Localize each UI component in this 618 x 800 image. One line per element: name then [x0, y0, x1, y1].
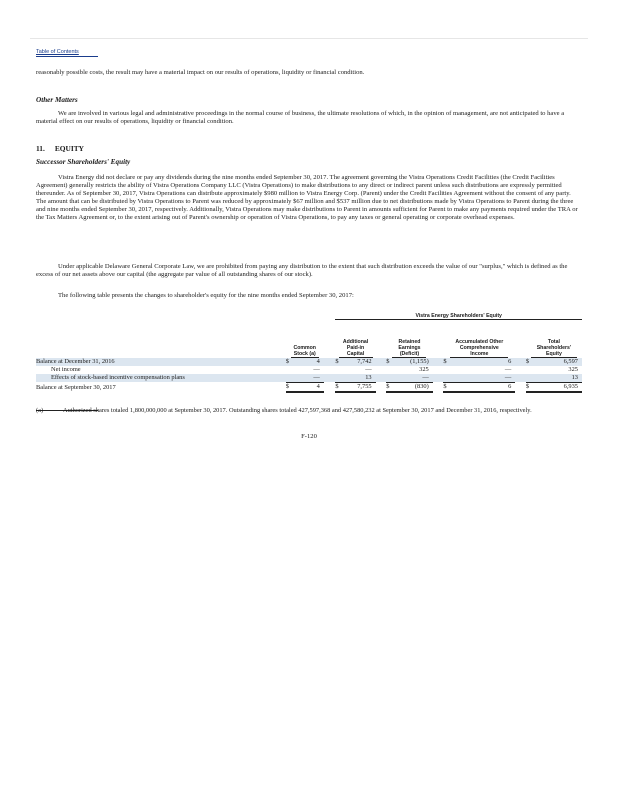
cell-retained-earnings: 325: [419, 365, 429, 373]
group-header: Vistra Energy Shareholders' Equity: [335, 311, 582, 320]
section-number: 11.: [36, 144, 45, 153]
currency-symbol: $: [443, 382, 449, 392]
currency-symbol: $: [286, 382, 292, 392]
col-header-apic: Additional Paid-in Capital: [339, 339, 373, 358]
cell-aoci: —: [450, 374, 516, 383]
currency-symbol: $: [335, 358, 341, 366]
table-row: [36, 382, 582, 392]
intro-fragment: reasonably possible costs, the result may have a material impact on our results of operations, liquidity or financial condition.: [36, 69, 365, 76]
successor-equity-heading: Successor Shareholders' Equity: [36, 158, 131, 166]
cell-aoci: 6: [450, 382, 516, 392]
currency-symbol: $: [443, 358, 449, 366]
cell-common-stock: —: [292, 374, 324, 383]
cell-common-stock: 4: [292, 382, 324, 392]
page-number: F-120: [301, 433, 317, 440]
table-of-contents-link[interactable]: Table of Contents: [36, 49, 79, 55]
cell-apic: —: [365, 365, 372, 373]
currency-symbol: $: [526, 382, 532, 392]
equity-paragraph-3: The following table presents the changes to shareholder's equity for the nine months ended September 30, 2017:: [58, 292, 354, 299]
table-row: [36, 374, 582, 383]
table-column-header-row: [36, 320, 582, 358]
cell-total-equity: 13: [532, 374, 582, 383]
row-label: Balance at September 30, 2017: [36, 383, 116, 391]
cell-aoci: —: [504, 365, 512, 373]
row-label: Net income: [51, 365, 81, 373]
row-label: Effects of stock-based incentive compensation plans: [36, 374, 286, 383]
equity-paragraph-1: Vistra Energy did not declare or pay any dividends during the nine months ended September 30, 2017. The agreement governing the Vistra Operations Credit Facilities (the Credit Facilities Agreement) generally restricts the ability of Vistra Operations Company LLC (Vistra Operations) to make distributions to any direct or indirect parent unless such distributions are expressly permitted thereunder. As of September 30, 2017, Vistra Operations can distribute approximately $980 million to Vistra Energy Corp. (Parent) under the Credit Facilities Agreement without the consent of any party. The amount that can be distributed by Vistra Operations to Parent was reduced by approximately $67 million and $537 million due to net distributions made by Vistra Operations to Parent during the three and nine months ended September 30, 2017, respectively. Additionally, Vistra Operations may make distributions to Parent in amounts sufficient for Parent to make any payments required under the TRA or the Tax Matters Agreement or, to the extent arising out of Parent's ownership or operation of Vistra Operations, to pay any taxes or general operating or corporate overhead expenses.: [36, 174, 578, 221]
currency-symbol: $: [526, 358, 532, 366]
cell-apic: 13: [342, 374, 376, 383]
cell-total-equity: 6,597: [532, 358, 582, 366]
equity-paragraph-2: Under applicable Delaware General Corporate Law, we are prohibited from paying any distribution to the extent that such distribution exceeds the value of our "surplus," which is defined as the excess of our net assets above our capital (the aggregate par value of all outstanding shares of our stock).: [36, 263, 568, 278]
col-header-aoci: Accumulated Other Comprehensive Income: [450, 339, 508, 358]
cell-retained-earnings: (1,155): [393, 358, 433, 366]
other-matters-text: We are involved in various legal and administrative proceedings in the normal course of business, the ultimate resolutions of which, in the opinion of management, are not anticipated to have a material effect on our results of operations, liquidity or financial condition.: [36, 110, 565, 125]
currency-symbol: $: [286, 358, 292, 366]
cell-apic: 7,755: [342, 382, 376, 392]
col-header-retained-earnings: Retained Earnings (Deficit): [392, 339, 426, 358]
footnote-mark: (a): [36, 407, 44, 414]
table-group-header-row: [36, 311, 582, 320]
currency-symbol: $: [386, 382, 392, 392]
currency-symbol: $: [386, 358, 392, 366]
cell-common-stock: 4: [292, 358, 324, 366]
toc-link-underline: [36, 56, 98, 57]
page-top-rule: [30, 38, 588, 39]
section-title: EQUITY: [54, 144, 85, 153]
other-matters-heading: Other Matters: [36, 96, 78, 104]
cell-aoci: 6: [450, 358, 516, 366]
table-row: [36, 358, 582, 366]
col-header-total-equity: Total Shareholders' Equity: [531, 339, 577, 358]
cell-retained-earnings: —: [393, 374, 433, 383]
col-header-common-stock: Common Stock (a): [291, 345, 319, 358]
cell-total-equity: 325: [568, 365, 578, 373]
equity-changes-table: [36, 311, 582, 393]
cell-retained-earnings: (830): [393, 382, 433, 392]
currency-symbol: $: [335, 382, 341, 392]
cell-common-stock: —: [313, 365, 320, 373]
row-label: Balance at December 31, 2016: [36, 358, 286, 366]
section-heading: [36, 144, 84, 153]
cell-total-equity: 6,935: [532, 382, 582, 392]
footnote-text: Authorized shares totaled 1,800,000,000 at September 30, 2017. Outstanding shares totaled 427,597,368 and 427,580,232 at September 30, 2017 and December 31, 2016, respectively.: [63, 407, 532, 414]
cell-apic: 7,742: [342, 358, 376, 366]
table-row: [36, 366, 582, 374]
